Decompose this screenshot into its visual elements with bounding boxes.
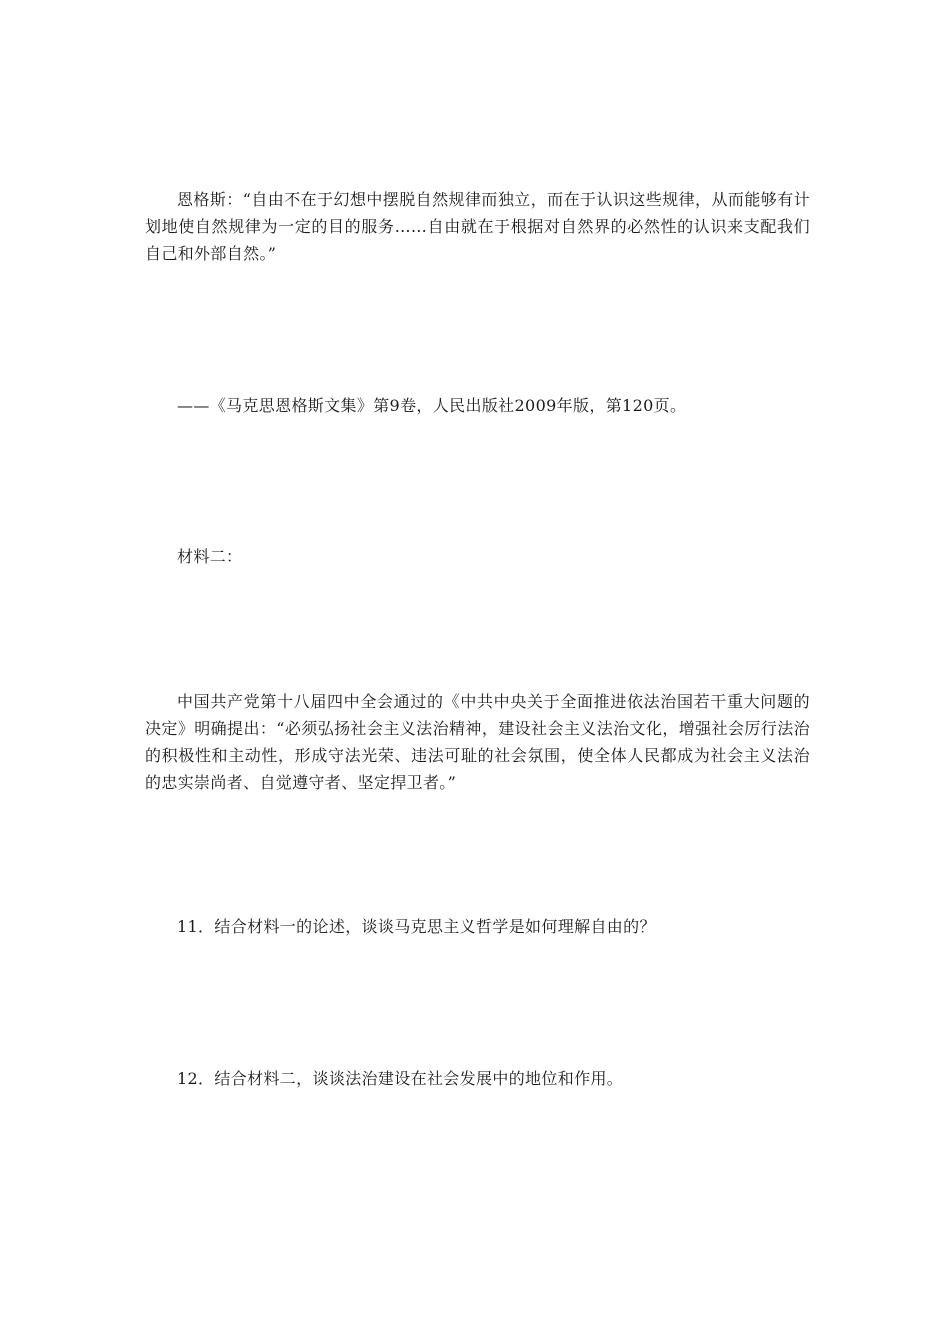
material-two-heading: 材料二： [177,547,243,566]
question-11: 11．结合材料一的论述，谈谈马克思主义哲学是如何理解自由的？ [177,917,656,936]
question-12: 12．结合材料二，谈谈法治建设在社会发展中的地位和作用。 [177,1069,624,1088]
party-decision-paragraph: 中国共产党第十八届四中全会通过的《中共中央关于全面推进依法治国若干重大问题的决定》明确提出：“必须弘扬社会主义法治精神，建设社会主义法治文化，增强社会厉行法治的积极性和主动性，形成守法光荣、违法可耻的社会氛围，使全体人民都成为社会主义法治的忠实崇尚者、自觉遵守者、坚定捍卫者。” [145,692,810,792]
quote-source-citation: ——《马克思恩格斯文集》第9卷，人民出版社2009年版，第120页。 [177,396,687,415]
engels-quote-paragraph: 恩格斯：“自由不在于幻想中摆脱自然规律而独立，而在于认识这些规律，从而能够有计划地使自然规律为一定的目的服务……自由就在于根据对自然界的必然性的认识来支配我们自己和外部自然。” [145,190,810,263]
